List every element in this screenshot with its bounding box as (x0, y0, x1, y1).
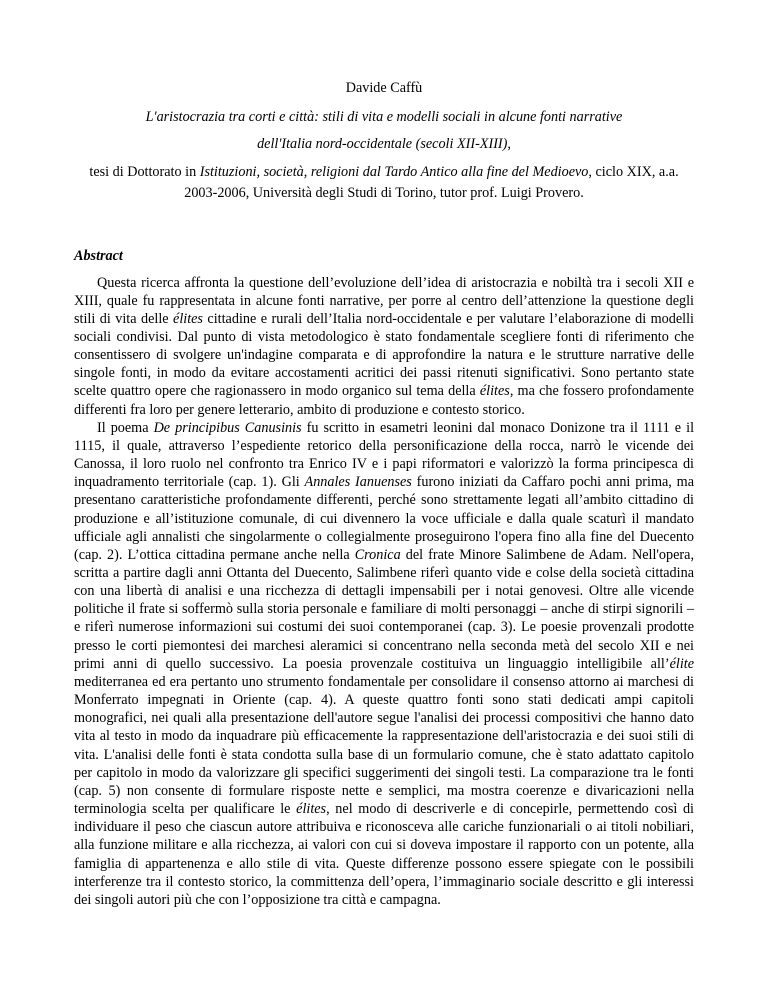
p1-text-c: , ma che fossero profondamente differenti fra loro per genere letterario, ambito di produzione e contesto storico. (74, 383, 694, 418)
p2-text-c: furono iniziati da Caffaro pochi anni prima, ma presentano caratteristiche profondamente differenti, perché sono strettamente legati all’ambito cittadino di produzione e all’istituzione comunale, di cui divennero la voce ufficiale e dalla quale scaturì il mandato ufficiale agli annalisti che singolarmente o collegialmente proseguirono l'opera fino alla fine del Duecento (cap. 2). L’ottica cittadina permane anche nella (74, 474, 694, 563)
p2-elites: élites (296, 801, 327, 818)
thesis-suffix: , ciclo XIX, a.a. 2003-2006, Università degli Studi di Torino, tutor prof. Luigi Provero. (184, 163, 679, 201)
thesis-prefix: tesi di Dottorato in (89, 163, 200, 180)
p2-work-annales: Annales Ianuenses (304, 474, 412, 491)
p2-text-b: fu scritto in esametri leonini dal monaco Donizone tra il 1111 e il 1115, il quale, attraverso l’espediente retorico della personificazione della rocca, narrò le vicende dei Canossa, il loro ruolo nel confronto tra Enrico IV e i papi riformatori e valorizzò la forma principesca di inquadramento territoriale (cap. 1). Gli (74, 419, 695, 491)
p2-elite: élite (669, 655, 694, 672)
thesis-title-line-1 (74, 107, 694, 128)
abstract-paragraph-1 (74, 274, 694, 419)
p1-text-a: Questa ricerca affronta la questione dell’evoluzione dell’idea di aristocrazia e nobiltà tra i secoli XII e XIII, quale fu rappresentata in alcune fonti narrative, per porre al centro dell’attenzione la questione degli stili di vita delle (74, 274, 694, 327)
thesis-title-suffix: , (507, 136, 511, 152)
p2-text-e: mediterranea ed era pertanto uno strumento fondamentale per consolidare il consenso attorno ai marchesi di Monferrato impegnati in Oriente (cap. 4). A queste quattro fonti sono stati dedicati ampi capitoli monografici, nei quali alla presentazione dell'autore segue l'analisi dei processi compositivi che hanno dato vita al testo in modo da inquadrare più efficacemente la rappresentazione dell'aristocrazia e dei suoi stili di vita. L'analisi delle fonti è stata condotta sulla base di un formulario comune, che è stato adattato capitolo per capitolo in modo da valorizzare gli specifici suggerimenti dei singoli testi. La comparazione tra le fonti (cap. 5) non consente di formulare risposte nette e semplici, ma mostra coerenze e divaricazioni nella terminologia scelta per qualificare le (74, 673, 694, 818)
thesis-info (74, 162, 694, 204)
document-page (74, 78, 694, 909)
p2-work-cronica: Cronica (354, 546, 401, 563)
p2-text-a: Il poema (97, 419, 154, 436)
thesis-program: Istituzioni, società, religioni dal Tardo Antico alla fine del Medioevo (199, 163, 589, 180)
author-name: Davide Caffù (345, 80, 423, 96)
thesis-title-text-1: L'aristocrazia tra corti e città: stili di vita e modelli sociali in alcune fonti narrative (145, 108, 623, 125)
thesis-title-text-2: dell'Italia nord-occidentale (secoli XII-XIII) (257, 136, 508, 152)
p2-text-d: del frate Minore Salimbene de Adam. Nell'opera, scritta a partire dagli anni Ottanta del Duecento, Salimbene riferì quanto vide e colse della società cittadina con una libertà di analisi e una ricchezza di dettagli impensabili per i notai genovesi. Oltre alle vicende politiche il frate si soffermò sulla storia personale e familiare di molti personaggi – anche di stirpi signorili – e riferì numerose informazioni sui costumi dei suoi contemporanei (cap. 3). Le poesie provenzali prodotte presso le corti piemontesi dei marchesi aleramici si concentrano nella seconda metà del secolo XII e nei primi anni di quello successivo. La poesia provenzale costituiva un linguaggio intelligibile all’ (74, 546, 694, 672)
p1-elites-2: élites (479, 383, 510, 400)
abstract-paragraph-2 (74, 419, 694, 909)
p1-text-b: cittadine e rurali dell’Italia nord-occidentale e per valutare l’elaborazione di modelli sociali condivisi. Dal punto di vista metodologico è stato fondamentale scegliere fonti di riferimento che consentissero di svolgere un'indagine comparata e di approfondire la natura e le strutture narrative delle singole fonti, in modo da evitare accostamenti acritici dei passi ritenuti significativi. Sono pertanto state scelte quattro opere che ragionassero in modo organico sul tema della (74, 310, 694, 400)
thesis-title-line-2 (74, 134, 694, 155)
p2-text-f: , nel modo di descriverle e di concepirle, permettendo così di individuare il peso che ciascun autore attribuiva e riconosceva alle cariche funzionariali o ai titoli nobiliari, alla funzione militare e alla ricchezza, ai valori con cui si doveva impostare il rapporto con un potente, alla famiglia di appartenenza e allo stile di vita. Queste differenze possono essere spiegate con le possibili interferenze tra il contesto storico, la committenza dell’opera, l’immaginario sociale descritto e gli interessi dei singoli autori più che con l’opposizione tra città e campagna. (74, 801, 694, 908)
abstract-heading: Abstract (74, 247, 123, 264)
p1-elites: élites (173, 310, 203, 327)
p2-work-de-principibus: De principibus Canusinis (153, 419, 302, 436)
